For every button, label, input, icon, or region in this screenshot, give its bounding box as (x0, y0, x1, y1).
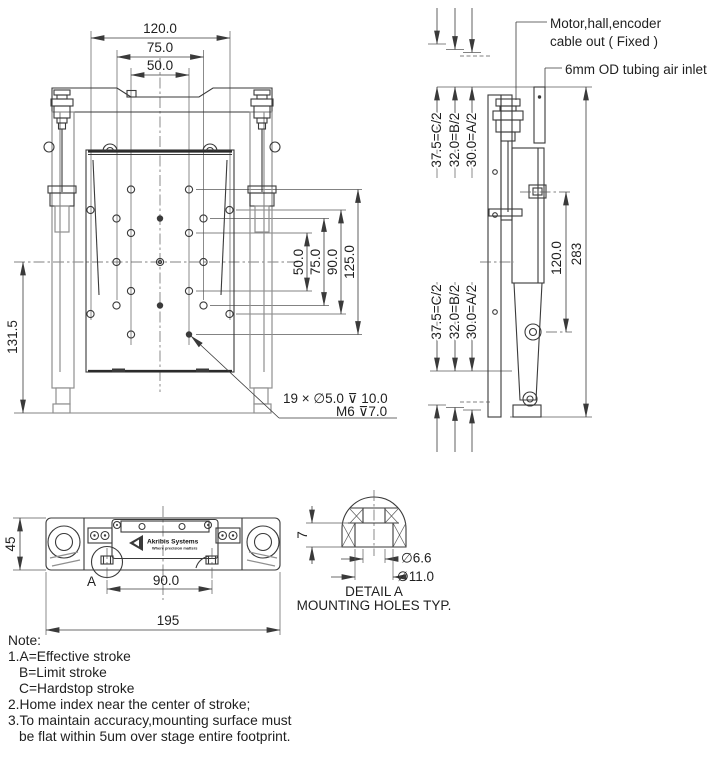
front-view (5, 21, 397, 419)
bottom-view (3, 506, 280, 635)
detail-a-dimensions (295, 506, 434, 584)
air-inlet-callout: 6mm OD tubing air inlet (565, 62, 707, 77)
dim-width-inner: 50.0 (146, 58, 174, 73)
dim-rows-outer: 90.0 (325, 248, 340, 276)
dim-side-hole-spacing: 120.0 (549, 241, 564, 275)
logo-tagline: Where precision matters (152, 545, 198, 551)
dim-counterbore-depth: 7 (295, 531, 310, 539)
detail-a-geometry (342, 490, 406, 556)
detail-caption-title: DETAIL A (345, 584, 403, 599)
hole-callout-line2: M6 ⊽7.0 (336, 404, 388, 419)
dim-width-outer: 120.0 (143, 21, 177, 36)
stroke-dim-c-bottom: 37.5=C/2 (429, 284, 444, 340)
dim-bottom-height: 45 (3, 536, 18, 552)
akribis-logo (129, 535, 199, 551)
cable-callout-line2: cable out ( Fixed ) (550, 34, 659, 49)
note-line-3: C=Hardstop stroke (19, 681, 135, 696)
dim-height-left: 131.5 (5, 320, 20, 354)
note-line-1: 1.A=Effective stroke (8, 649, 131, 664)
note-line-5: 3.To maintain accuracy,mounting surface must (8, 713, 292, 728)
dim-rows-mid: 75.0 (308, 248, 323, 276)
stroke-dim-b-bottom: 32.0=B/2 (447, 284, 462, 340)
stroke-dim-a-top: 30.0=A/2 (464, 112, 479, 168)
dim-width-mid: 75.0 (146, 40, 174, 55)
side-view-callouts (516, 16, 707, 100)
dim-bottom-hole-spacing: 90.0 (152, 573, 180, 588)
side-view-height-dims (549, 87, 586, 417)
dim-rows-inner: 50.0 (291, 248, 306, 276)
note-line-2: B=Limit stroke (19, 665, 107, 680)
dim-rows-outermost: 125.0 (342, 245, 357, 279)
stroke-dim-c-top: 37.5=C/2 (429, 112, 444, 168)
detail-a-view (295, 490, 451, 613)
hole-callout-line1: 19 × ∅5.0 ⊽ 10.0 (283, 391, 388, 406)
note-line-4: 2.Home index near the center of stroke; (8, 697, 251, 712)
detail-caption-subtitle: MOUNTING HOLES TYP. (296, 598, 452, 613)
notes-title: Note: (8, 633, 41, 648)
stroke-dim-a-bottom: 30.0=A/2 (464, 284, 479, 340)
cable-callout-line1: Motor,hall,encoder (550, 16, 662, 31)
logo-text: Akribis Systems (147, 538, 199, 546)
detail-a-marker: A (87, 574, 97, 589)
notes-block (8, 633, 292, 744)
front-view-body (44, 88, 280, 413)
bottom-view-dimensions (3, 518, 280, 635)
note-line-6: be flat within 5um over stage entire footprint. (19, 729, 291, 744)
side-view-stroke-dims-top (428, 8, 492, 178)
dim-total-height: 283 (569, 242, 584, 266)
side-view (428, 8, 707, 452)
front-view-dimensions (5, 21, 397, 419)
dim-dia-counterbore: ∅11.0 (397, 569, 435, 584)
dim-dia-thread: ∅6.6 (401, 550, 432, 566)
side-view-stroke-dims-bottom (428, 282, 492, 452)
stroke-dim-b-top: 32.0=B/2 (447, 112, 462, 168)
dim-bottom-width: 195 (156, 613, 180, 628)
